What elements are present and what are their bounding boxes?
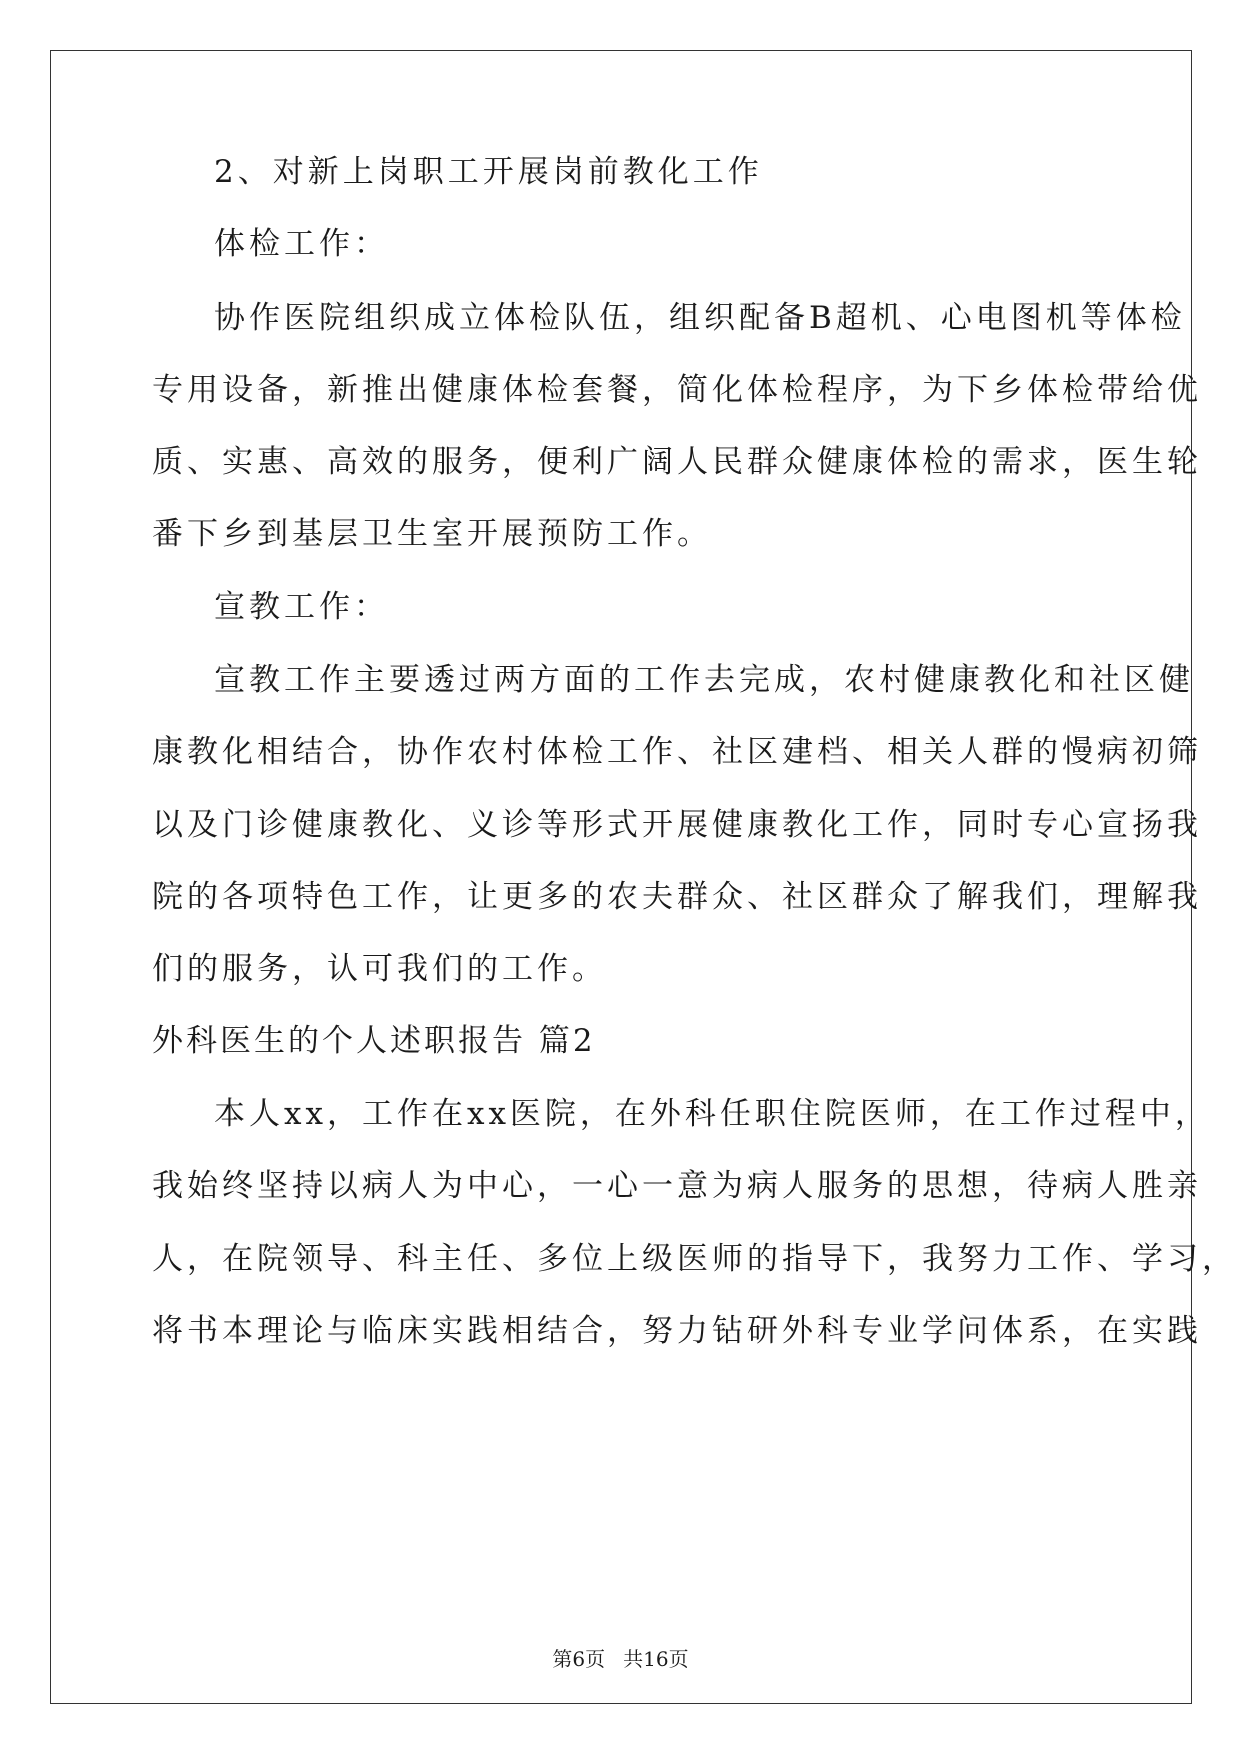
paragraph-line: 们的服务，认可我们的工作。 [152, 951, 607, 987]
paragraph-line: 人，在院领导、科主任、多位上级医师的指导下，我努力工作、学习， [152, 1241, 1237, 1277]
paragraph-line: 协作医院组织成立体检队伍，组织配备B超机、心电图机等体检 [214, 300, 1186, 336]
paragraph-line: 将书本理论与临床实践相结合，努力钻研外科专业学问体系，在实践 [152, 1313, 1202, 1349]
section-label-physical-exam: 体检工作： [214, 226, 389, 262]
paragraph-line: 番下乡到基层卫生室开展预防工作。 [152, 516, 712, 552]
page-total: 共16页 [623, 1647, 689, 1671]
paragraph-line: 康教化相结合，协作农村体检工作、社区建档、相关人群的慢病初筛 [152, 734, 1202, 770]
page-footer [0, 1646, 1241, 1672]
paragraph-line: 质、实惠、高效的服务，便利广阔人民群众健康体检的需求，医生轮 [152, 444, 1202, 480]
page-number: 第6页 [552, 1647, 606, 1671]
section-label-education: 宣教工作： [214, 589, 389, 625]
paragraph-line: 院的各项特色工作，让更多的农夫群众、社区群众了解我们，理解我 [152, 879, 1202, 915]
article-heading: 外科医生的个人述职报告 篇2 [152, 1023, 596, 1059]
paragraph-line: 宣教工作主要透过两方面的工作去完成，农村健康教化和社区健 [214, 662, 1194, 698]
section-subheading: 2、对新上岗职工开展岗前教化工作 [214, 154, 763, 190]
paragraph-line: 我始终坚持以病人为中心，一心一意为病人服务的思想，待病人胜亲 [152, 1168, 1202, 1204]
paragraph-line: 以及门诊健康教化、义诊等形式开展健康教化工作，同时专心宣扬我 [152, 807, 1202, 843]
paragraph-line: 本人xx，工作在xx医院，在外科任职住院医师，在工作过程中， [214, 1096, 1210, 1132]
paragraph-line: 专用设备，新推出健康体检套餐，简化体检程序，为下乡体检带给优 [152, 372, 1202, 408]
